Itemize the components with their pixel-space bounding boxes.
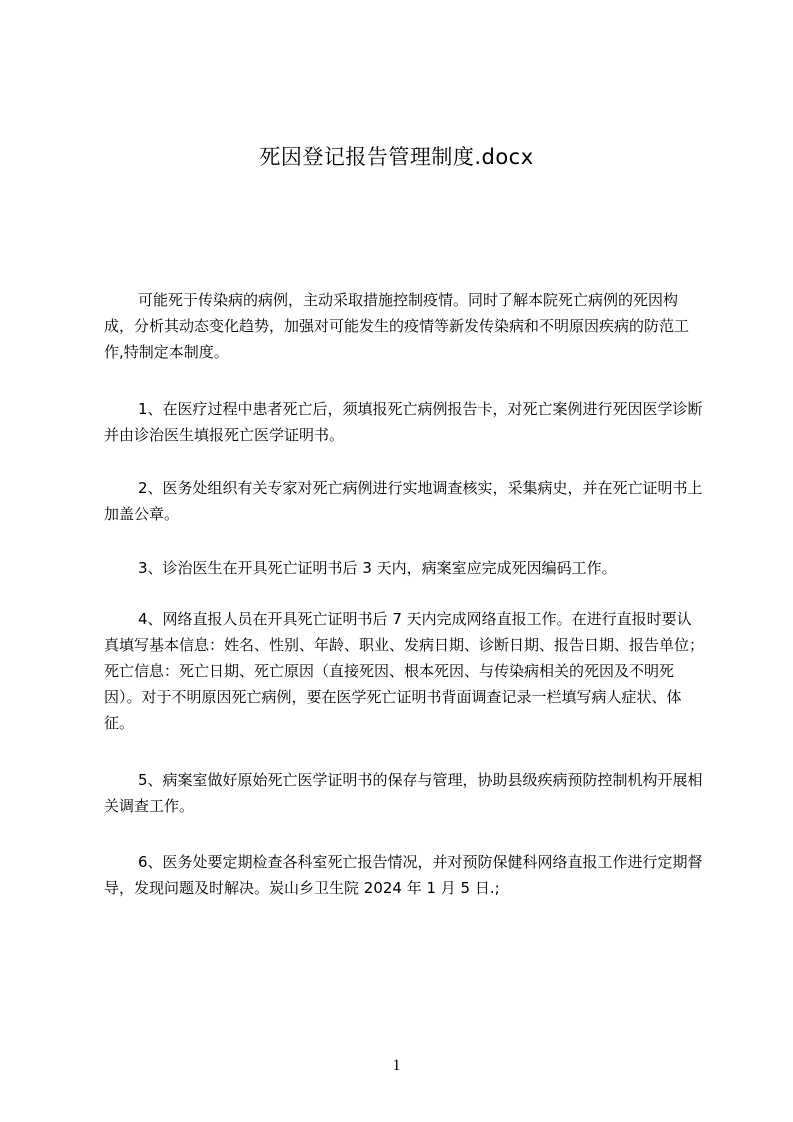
paragraph-item-1: 1、在医疗过程中患者死亡后，须填报死亡病例报告卡，对死亡案例进行死因医学诊断并由诊治医生填报死亡医学证明书。 (104, 400, 703, 444)
paragraph-intro: 可能死于传染病的病例，主动采取措施控制疫情。同时了解本院死亡病例的死因构成，分析其动态变化趋势，加强对可能发生的疫情等新发传染病和不明原因疾病的防范工作,特制定本制度。 (104, 291, 690, 361)
paragraph-item-5: 5、病案室做好原始死亡医学证明书的保存与管理，协助县级疾病预防控制机构开展相关调查工作。 (104, 771, 703, 815)
paragraph-item-4: 4、网络直报人员在开具死亡证明书后 7 天内完成网络直报工作。在进行直报时要认真填写基本信息：姓名、性别、年龄、职业、发病日期、诊断日期、报告日期、报告单位；死亡信息：死亡日期、死亡原因（直接死因、根本死因、与传染病相关的死因及不明死因）。对于不明原因死亡病例，要在医学死亡证明书背面调查记录一栏填写病人症状、体征。 (104, 610, 705, 732)
document-title: 死因登记报告管理制度.docx (259, 145, 534, 169)
paragraph-item-3: 3、诊治医生在开具死亡证明书后 3 天内，病案室应完成死因编码工作。 (138, 559, 617, 577)
paragraph-item-6: 6、医务处要定期检查各科室死亡报告情况，并对预防保健科网络直报工作进行定期督导，发现问题及时解决。炭山乡卫生院 2024 年 1 月 5 日.; (104, 853, 703, 897)
page-number: 1 (392, 1057, 401, 1074)
paragraph-item-2: 2、医务处组织有关专家对死亡病例进行实地调查核实，采集病史，并在死亡证明书上加盖公章。 (104, 479, 703, 523)
